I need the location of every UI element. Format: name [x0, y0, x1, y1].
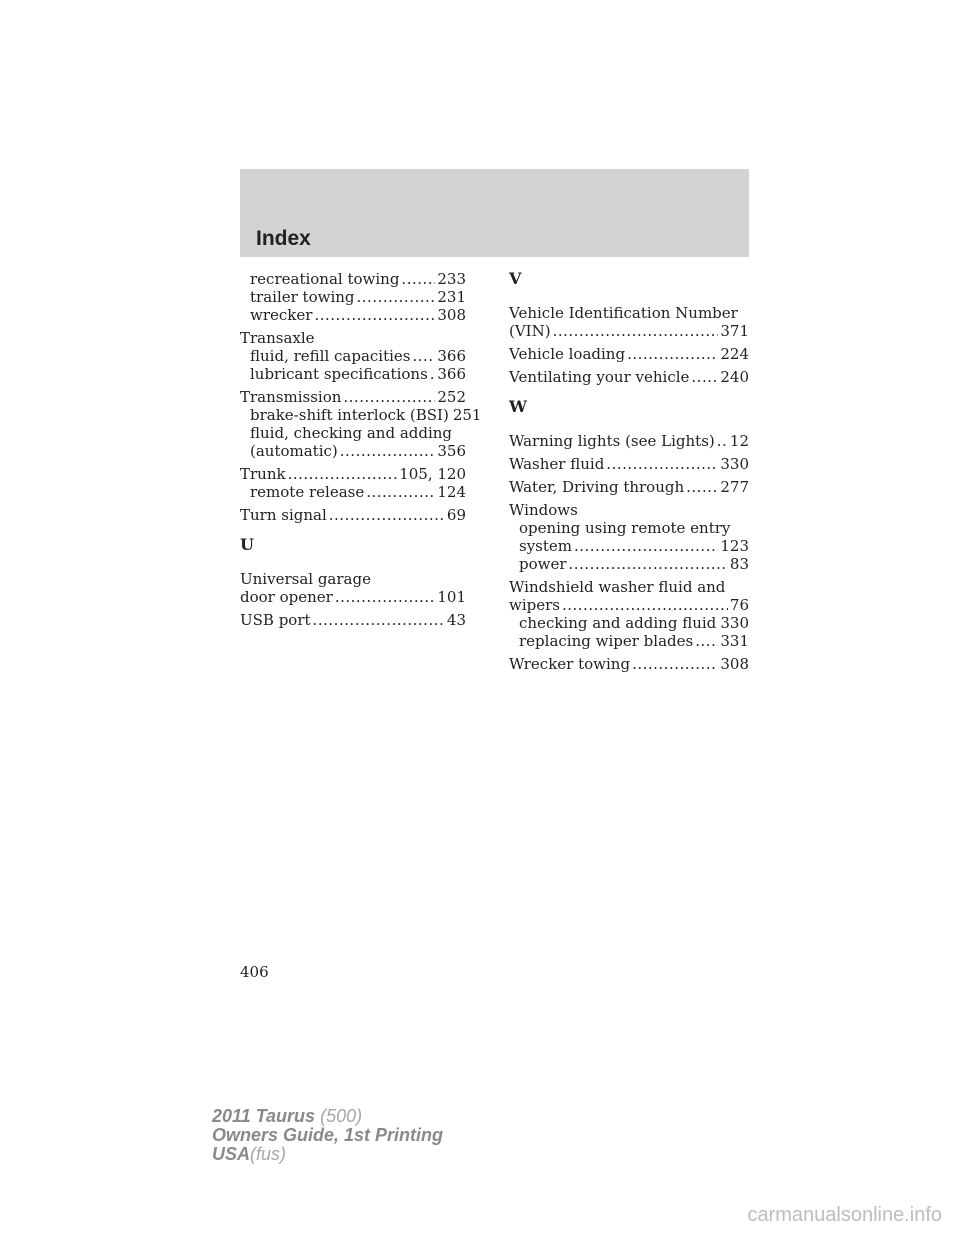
index-page-ref: 330	[720, 614, 749, 632]
index-entry	[509, 345, 749, 363]
index-line	[509, 596, 749, 614]
index-line	[240, 588, 466, 606]
index-page-ref: 12	[729, 432, 749, 450]
index-term: fluid, refill capacities	[250, 347, 411, 365]
index-letter-heading: W	[509, 397, 527, 416]
dot-leader	[632, 655, 718, 673]
index-page-ref: 356	[437, 442, 466, 460]
index-line	[509, 537, 749, 555]
index-line	[509, 304, 749, 322]
index-term: Transmission	[240, 388, 342, 406]
index-term: checking and adding fluid	[519, 614, 717, 632]
index-term: Turn signal	[240, 506, 327, 524]
index-entry	[509, 368, 749, 386]
index-entry	[240, 329, 466, 383]
index-term: brake-shift interlock (BSI)	[250, 406, 449, 424]
footer-market: USA	[212, 1144, 251, 1164]
index-term: wipers	[509, 596, 560, 614]
index-term: Windshield washer fluid and	[509, 578, 726, 596]
index-page-ref: 251	[452, 406, 482, 424]
index-entry	[509, 655, 749, 673]
watermark: carmanualsonline.info	[747, 1204, 942, 1226]
index-line	[240, 347, 466, 365]
index-term: opening using remote entry	[519, 519, 731, 537]
index-line	[240, 483, 466, 501]
dot-leader	[430, 365, 436, 383]
index-line	[240, 406, 482, 424]
index-page-ref: 76	[729, 596, 749, 614]
index-term: (VIN)	[509, 322, 551, 340]
footer-guide: Owners Guide, 1st Printing	[212, 1125, 444, 1145]
dot-leader	[314, 306, 435, 324]
index-line	[240, 424, 466, 442]
index-line	[240, 465, 466, 483]
index-line	[509, 455, 749, 473]
dot-leader	[717, 432, 728, 450]
dot-leader	[335, 588, 436, 606]
index-term: fluid, checking and adding	[250, 424, 453, 442]
index-entry	[509, 578, 749, 650]
section-title: Index	[256, 227, 311, 250]
dot-leader	[574, 537, 718, 555]
dot-leader	[366, 483, 435, 501]
index-line	[240, 506, 466, 524]
index-page-ref: 308	[720, 655, 749, 673]
index-entry	[240, 506, 466, 524]
index-line	[509, 614, 749, 632]
index-term: Water, Driving through	[509, 478, 685, 496]
index-page-ref: 69	[446, 506, 466, 524]
section-header-bar	[240, 169, 749, 257]
index-entry	[240, 611, 466, 629]
index-term: Trunk	[240, 465, 286, 483]
index-line	[509, 368, 749, 386]
index-line	[240, 388, 466, 406]
index-term: USB port	[240, 611, 311, 629]
index-entry	[240, 388, 482, 460]
index-line	[240, 570, 466, 588]
index-line	[240, 270, 466, 288]
index-page-ref: 105, 120	[399, 465, 466, 483]
dot-leader	[401, 270, 435, 288]
dot-leader	[569, 555, 728, 573]
index-line	[509, 432, 749, 450]
index-term: door opener	[240, 588, 333, 606]
index-entry	[509, 455, 749, 473]
index-line	[240, 611, 466, 629]
index-entry	[240, 270, 466, 324]
index-page-ref: 240	[720, 368, 749, 386]
dot-leader	[313, 611, 445, 629]
index-line	[240, 365, 466, 383]
index-line	[509, 655, 749, 673]
dot-leader	[691, 368, 718, 386]
footer-model: 2011 Taurus	[212, 1106, 316, 1126]
dot-leader	[288, 465, 398, 483]
index-page-ref: 101	[437, 588, 466, 606]
index-page-ref: 231	[437, 288, 466, 306]
index-entry	[509, 304, 749, 340]
dot-leader	[340, 442, 436, 460]
index-term: remote release	[250, 483, 365, 501]
index-line	[509, 322, 749, 340]
index-page-ref: 224	[720, 345, 749, 363]
index-term: Washer fluid	[509, 455, 605, 473]
index-entry	[240, 465, 466, 501]
index-term: (automatic)	[250, 442, 338, 460]
index-term: recreational towing	[250, 270, 400, 288]
index-page-ref: 330	[720, 455, 749, 473]
dot-leader	[413, 347, 436, 365]
index-term: Universal garage	[240, 570, 371, 588]
index-term: Warning lights (see Lights)	[509, 432, 715, 450]
index-page-ref: 123	[720, 537, 749, 555]
index-column-right	[509, 270, 749, 678]
index-line	[240, 442, 466, 460]
footer-model-code: (500)	[320, 1106, 363, 1126]
index-line	[509, 478, 749, 496]
index-term: Wrecker towing	[509, 655, 631, 673]
page-number: 406	[240, 963, 269, 981]
index-page-ref: 371	[720, 322, 749, 340]
index-page-ref: 233	[437, 270, 466, 288]
index-line	[240, 306, 466, 324]
index-entry	[240, 570, 466, 606]
dot-leader	[686, 478, 718, 496]
dot-leader	[343, 388, 435, 406]
index-term: Transaxle	[240, 329, 315, 347]
index-term: Vehicle loading	[509, 345, 626, 363]
index-term: Ventilating your vehicle	[509, 368, 690, 386]
footer-market-code: (fus)	[250, 1144, 287, 1164]
dot-leader	[562, 596, 728, 614]
dot-leader	[606, 455, 718, 473]
index-line	[240, 329, 466, 347]
index-page-ref: 83	[729, 555, 749, 573]
index-term: replacing wiper blades	[519, 632, 694, 650]
index-page-ref: 277	[720, 478, 749, 496]
index-line	[240, 288, 466, 306]
index-entry	[509, 501, 749, 573]
dot-leader	[553, 322, 719, 340]
index-letter-heading: U	[240, 535, 254, 554]
index-term: Windows	[509, 501, 578, 519]
index-entry	[509, 478, 749, 496]
index-line	[509, 555, 749, 573]
index-term: lubricant specifications	[250, 365, 428, 383]
footer	[212, 1107, 443, 1164]
index-line	[509, 578, 749, 596]
index-term: Vehicle Identification Number	[509, 304, 738, 322]
index-term: power	[519, 555, 567, 573]
index-line	[509, 519, 749, 537]
index-entry	[509, 432, 749, 450]
index-term: system	[519, 537, 572, 555]
index-letter-heading: V	[509, 269, 522, 288]
index-line	[509, 632, 749, 650]
dot-leader	[695, 632, 718, 650]
dot-leader	[357, 288, 436, 306]
index-page-ref: 308	[437, 306, 466, 324]
index-page-ref: 366	[437, 347, 466, 365]
index-page-ref: 366	[437, 365, 466, 383]
index-term: wrecker	[250, 306, 313, 324]
index-page-ref: 43	[446, 611, 466, 629]
index-page-ref: 252	[437, 388, 466, 406]
index-line	[509, 345, 749, 363]
index-page-ref: 331	[720, 632, 749, 650]
dot-leader	[329, 506, 445, 524]
index-page-ref: 124	[437, 483, 466, 501]
index-line	[509, 501, 749, 519]
index-term: trailer towing	[250, 288, 355, 306]
index-column-left	[240, 270, 482, 634]
dot-leader	[627, 345, 718, 363]
